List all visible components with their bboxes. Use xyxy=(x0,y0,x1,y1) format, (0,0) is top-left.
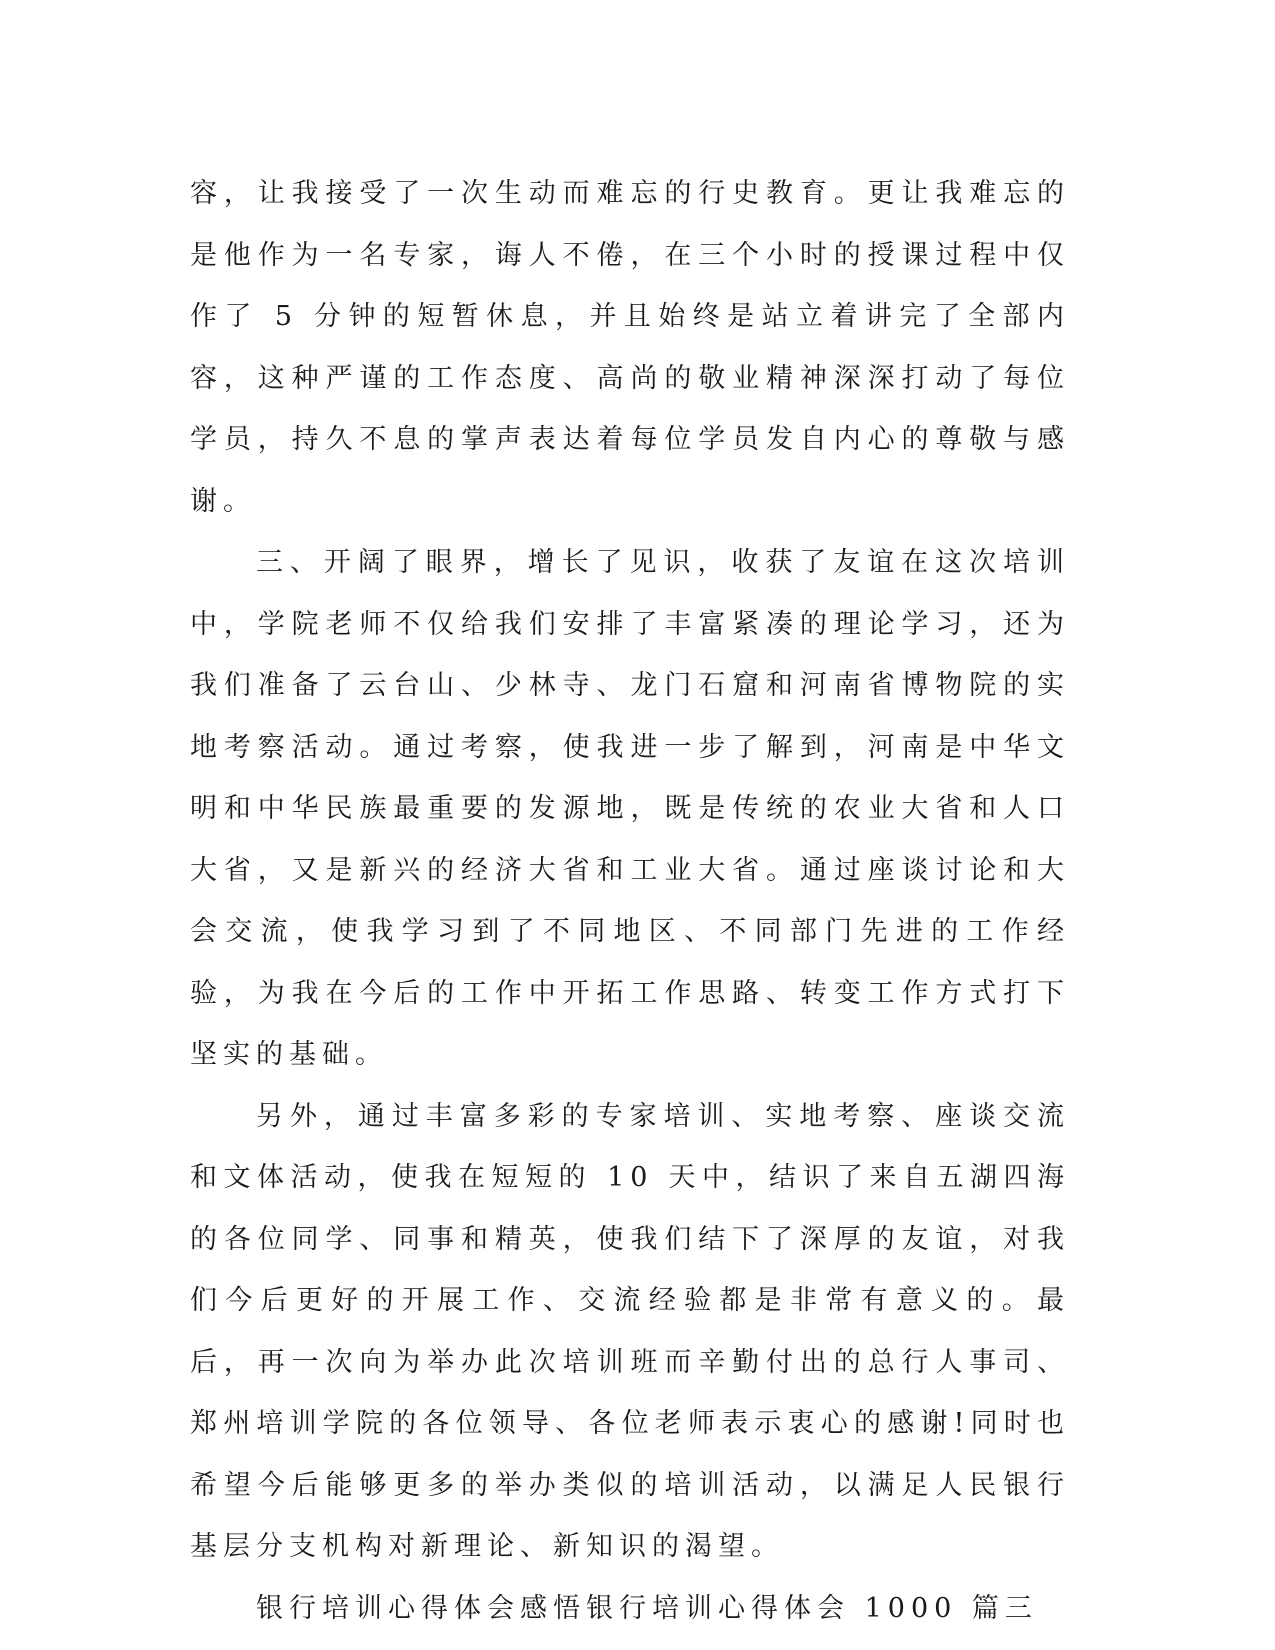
next-article-title: 银行培训心得体会感悟银行培训心得体会 1000 篇三 xyxy=(256,1592,1038,1624)
paragraph-section-three: 三、开阔了眼界，增长了见识，收获了友谊在这次培训中，学院老师不仅给我们安排了丰富紧凑的理论学习，还为我们准备了云台山、少林寺、龙门石窟和河南省博物院的实地考察活动。通过考察，使我进一步了解到，河南是中华文明和中华民族最重要的发源地，既是传统的农业大省和人口大省，又是新兴的经济大省和工业大省。通过座谈讨论和大会交流，使我学习到了不同地区、不同部门先进的工作经验，为我在今后的工作中开拓工作思路、转变工作方式打下坚实的基础。 xyxy=(190,547,1070,1070)
paragraph-continuation: 容，让我接受了一次生动而难忘的行史教育。更让我难忘的是他作为一名专家，诲人不倦，在三个小时的授课过程中仅作了 5 分钟的短暂休息，并且始终是站立着讲完了全部内容，这种严谨的工作态度、高尚的敬业精神深深打动了每位学员，持久不息的掌声表达着每位学员发自内心的尊敬与感谢。 xyxy=(190,178,1070,517)
paragraph-additionally: 另外，通过丰富多彩的专家培训、实地考察、座谈交流和文体活动，使我在短短的 10 天中，结识了来自五湖四海的各位同学、同事和精英，使我们结下了深厚的友谊，对我们今后更好的开展工作、交流经验都是非常有意义的。最后，再一次向为举办此次培训班而辛勤付出的总行人事司、郑州培训学院的各位领导、各位老师表示衷心的感谢!同时也希望今后能够更多的举办类似的培训活动，以满足人民银行基层分支机构对新理论、新知识的渴望。 xyxy=(190,1100,1070,1562)
document-body xyxy=(190,163,1070,1639)
